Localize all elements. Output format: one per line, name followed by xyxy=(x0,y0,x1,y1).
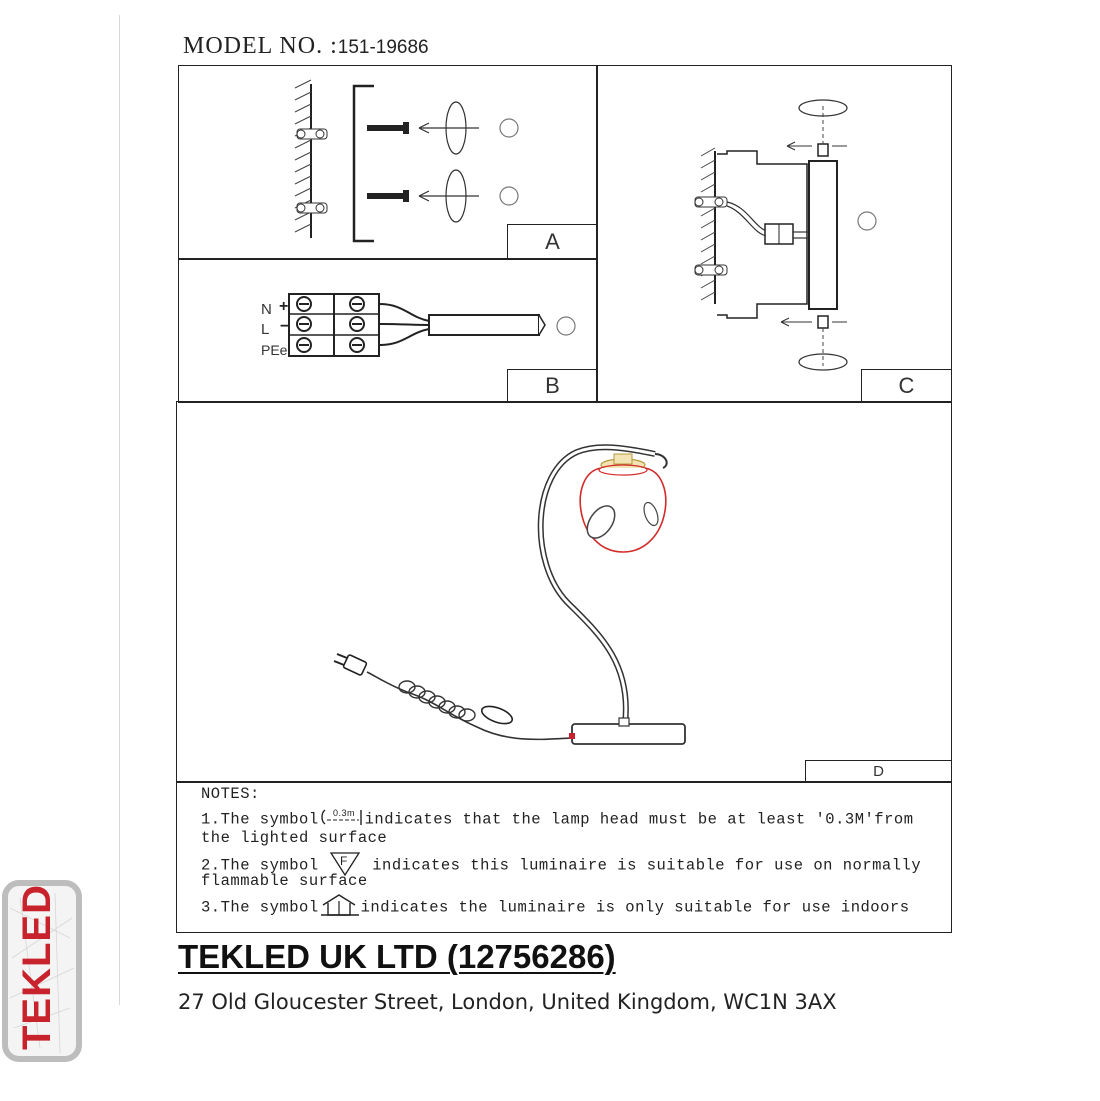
notes-heading: NOTES: xyxy=(201,785,260,803)
note-1-line-2: the lighted surface xyxy=(201,829,388,847)
model-number: 151-19686 xyxy=(337,37,429,58)
note-2-suffix: indicates this luminaire is suitable for use on normally xyxy=(372,856,922,875)
terminal-label-l: L xyxy=(261,321,270,338)
panel-c xyxy=(596,65,952,403)
logo-text: TEKLED xyxy=(15,884,59,1050)
fixture-installation-diagram xyxy=(597,66,953,404)
panel-b-label: B xyxy=(507,369,597,402)
panel-c-label: C xyxy=(861,369,951,402)
note-1-prefix: 1.The symbol xyxy=(201,810,319,829)
svg-text:+: + xyxy=(279,298,289,315)
company-address: 27 Old Gloucester Street, London, United Kingdom, WC1N 3AX xyxy=(178,990,837,1014)
tekled-logo xyxy=(0,878,84,1064)
panel-a xyxy=(178,65,598,260)
terminal-label-n: N xyxy=(261,301,272,318)
panel-b xyxy=(178,258,598,403)
note-2-line-2: flammable surface xyxy=(201,872,368,890)
flammable-symbol-text: F xyxy=(340,854,349,868)
model-number-heading xyxy=(183,33,429,60)
panel-a-label: A xyxy=(507,224,597,259)
note-3-suffix: indicates the luminaire is only suitable for use indoors xyxy=(360,898,910,917)
note-3 xyxy=(201,893,910,922)
model-label: MODEL NO. : xyxy=(183,33,338,59)
company-name: TEKLED UK LTD (12756286) xyxy=(178,938,616,975)
sheet-edge-line xyxy=(119,15,120,1005)
distance-symbol-text: 0.3m xyxy=(332,808,355,818)
note-3-prefix: 3.The symbol xyxy=(201,898,319,917)
panel-d xyxy=(176,401,952,783)
note-1-suffix: indicates that the lamp head must be at least '0.3M'from xyxy=(364,810,914,829)
panel-d-label: D xyxy=(805,760,951,782)
svg-text:−: − xyxy=(280,318,290,335)
terminal-label-pe: PEe xyxy=(261,342,288,358)
note-2-prefix: 2.The symbol xyxy=(201,856,319,875)
table-lamp-illustration xyxy=(177,402,953,784)
notes-box xyxy=(176,781,952,933)
indoor-use-house-icon xyxy=(319,893,361,922)
